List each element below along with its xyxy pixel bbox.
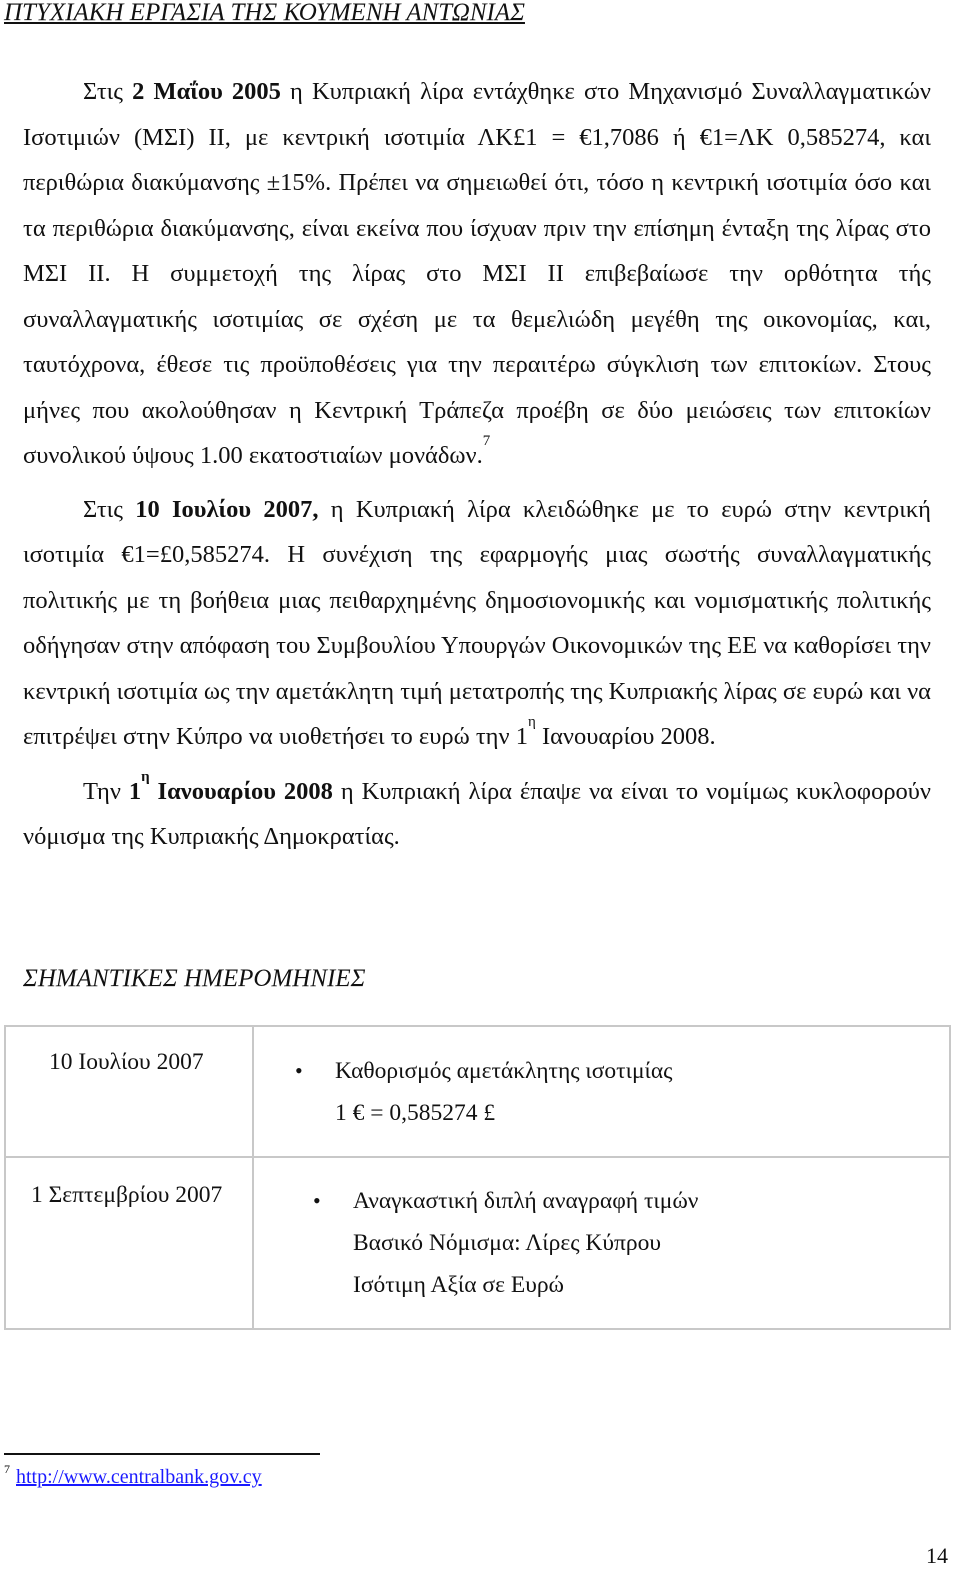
bullet-icon: • bbox=[313, 1188, 321, 1213]
details-cell bbox=[253, 1157, 950, 1329]
text-run: Στις bbox=[83, 78, 133, 105]
text-run: η Κυπριακή λίρα εντάχθηκε στο Μηχανισμό Συναλλαγματικών Ισοτιμιών (ΜΣΙ) ΙΙ, με κεντρική ισοτιμία ΛΚ£1 = €1,7086 ή €1=ΛΚ 0,585274, και περιθώρια διακύμανσης ±15%. Πρέπει να σημειωθεί ότι, τόσο η κεντρική ισοτιμία όσο και τα περιθώρια διακύμανσης, είναι εκείνα που ίσχυαν πριν την επίσημη ένταξη της λίρας στο ΜΣΙ ΙΙ. Η συμμετοχή της λίρας στο ΜΣΙ ΙΙ επιβεβαίωσε την ορθότητα τής συναλλαγματικής ισοτιμίας σε σχέση με τα θεμελιώδη μεγέθη της οικονομίας, και, ταυτόχρονα, έθεσε τις προϋποθέσεις για την περαιτέρω σύγκλιση των επιτοκίων. Στους μήνες που ακολούθησαν η Κεντρική Τράπεζα προέβη σε δύο μειώσεις των επιτοκίων συνολικού ύψους 1.00 εκατοστιαίων μονάδων. bbox=[23, 78, 931, 469]
list-item: Αναγκαστική διπλή αναγραφή τιμών bbox=[353, 1188, 699, 1214]
text-run: Ιανουαρίου 2008. bbox=[535, 723, 716, 750]
list-item: Καθορισμός αμετάκλητης ισοτιμίας bbox=[335, 1058, 673, 1084]
bold-date: 2 Μαΐου 2005 bbox=[132, 78, 281, 105]
date-text: 10 Ιουλίου 2007 bbox=[49, 1049, 204, 1075]
bullet-list bbox=[255, 1028, 948, 1134]
list-item: Ισότιμη Αξία σε Ευρώ bbox=[353, 1272, 565, 1298]
superscript: η bbox=[141, 768, 150, 785]
footnote-divider bbox=[4, 1453, 320, 1455]
date-text: 1 Σεπτεμβρίου 2007 bbox=[31, 1182, 223, 1208]
list-item: Βασικό Νόμισμα: Λίρες Κύπρου bbox=[353, 1230, 661, 1256]
bold-date: 10 Ιουλίου 2007, bbox=[135, 495, 319, 523]
bold-date: 1 bbox=[128, 777, 142, 805]
section-title: ΣΗΜΑΝΤΙΚΕΣ ΗΜΕΡΟΜΗΝΙΕΣ bbox=[23, 965, 366, 992]
paragraph-erm2-entry bbox=[23, 69, 931, 479]
footnote bbox=[4, 1462, 262, 1489]
superscript: η bbox=[527, 714, 536, 730]
footnote-ref[interactable]: 7 bbox=[482, 433, 491, 449]
table-row bbox=[5, 1026, 950, 1157]
body-text bbox=[23, 69, 931, 860]
date-cell bbox=[5, 1157, 253, 1329]
text-run: η Κυπριακή λίρα έπαψε να είναι το νομίμως κυκλοφορούν νόμισμα της Κυπριακής Δημοκρατίας. bbox=[23, 777, 932, 850]
bullet-icon: • bbox=[295, 1058, 303, 1083]
date-cell bbox=[5, 1026, 253, 1157]
paragraph-lock-rate bbox=[23, 487, 931, 760]
paragraph-euro-adoption bbox=[23, 769, 931, 860]
details-cell bbox=[253, 1026, 950, 1157]
text-run: Στις bbox=[83, 495, 136, 523]
table-row bbox=[5, 1157, 950, 1329]
bullet-list bbox=[255, 1159, 948, 1306]
bold-date: Ιανουαρίου 2008 bbox=[149, 777, 333, 805]
text-run: Την bbox=[83, 777, 129, 805]
footnote-link[interactable]: http://www.centralbank.gov.cy bbox=[16, 1466, 262, 1488]
page-number: 14 bbox=[926, 1543, 948, 1568]
text-run: η Κυπριακή λίρα κλειδώθηκε με το ευρώ στην κεντρική ισοτιμία €1=£0,585274. Η συνέχιση της εφαρμογής μιας σωστής συναλλαγματικής πολιτικής με τη βοήθεια μιας πειθαρχημένης δημοσιονομικής και νομισματικής πολιτικής οδήγησαν στην απόφαση του Συμβουλίου Υπουργών Οικονομικών της ΕΕ να καθορίσει την κεντρική ισοτιμία ως την αμετάκλητη τιμή μετατροπής της Κυπριακής λίρας σε ευρώ και να επιτρέψει στην Κύπρο να υιοθετήσει το ευρώ την 1 bbox=[23, 495, 931, 750]
important-dates-table bbox=[4, 1025, 951, 1330]
list-item: 1 € = 0,585274 £ bbox=[335, 1100, 496, 1126]
footnote-number: 7 bbox=[4, 1462, 10, 1476]
page-header-title: ΠΤΥΧΙΑΚΗ ΕΡΓΑΣΙΑ ΤΗΣ ΚΟΥΜΕΝΗ ΑΝΤΩΝΙΑΣ bbox=[4, 0, 525, 26]
